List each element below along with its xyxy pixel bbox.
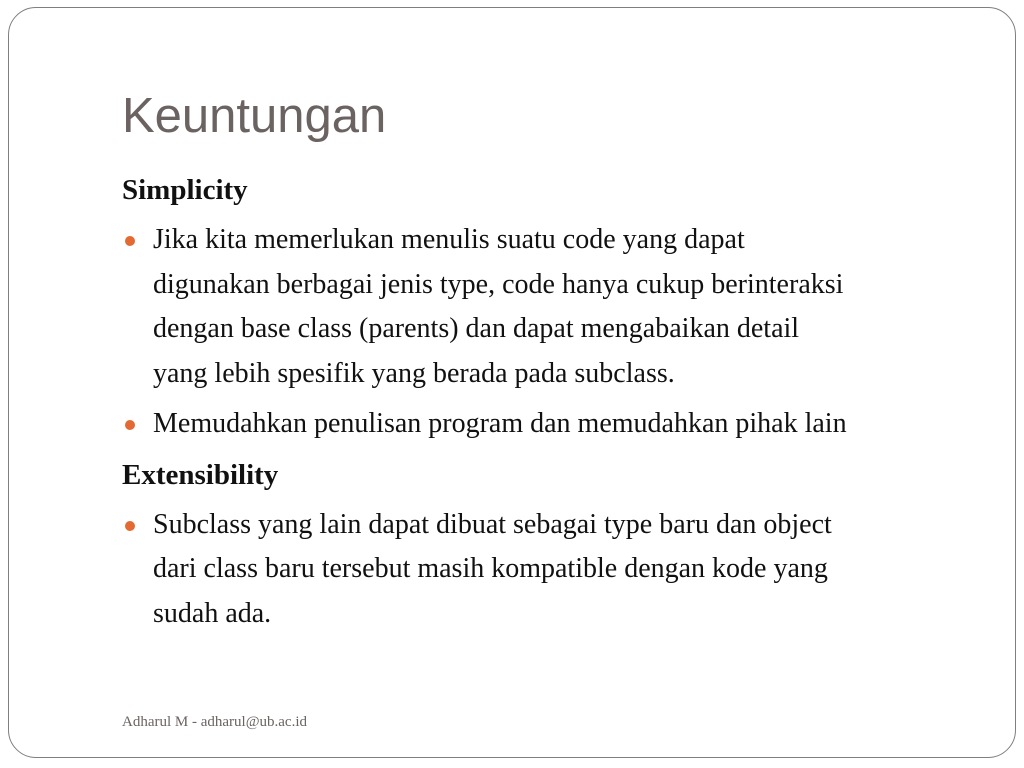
bullet-item (122, 402, 982, 447)
bullet-dot-icon (125, 236, 135, 246)
bullet-item (122, 503, 982, 637)
bullet-line: sudah ada. (153, 597, 272, 629)
bullet-dot-icon (125, 420, 135, 430)
bullet-line: dengan base class (parents) dan dapat mengabaikan detail (153, 313, 800, 344)
bullet-line: Jika kita memerlukan menulis suatu code yang dapat (153, 224, 745, 255)
bullet-line: Memudahkan penulisan program dan memudahkan pihak lain (153, 408, 847, 439)
bullet-item (122, 218, 982, 396)
bullet-list-simplicity (122, 218, 982, 447)
section-heading-extensibility: Extensibility (122, 458, 279, 491)
slide-content (122, 168, 982, 642)
bullet-line: dari class baru tersebut masih kompatible dengan kode yang (153, 553, 828, 584)
bullet-dot-icon (125, 521, 135, 531)
section-heading-simplicity: Simplicity (122, 174, 248, 206)
slide-footer: Adharul M - adharul@ub.ac.id (122, 714, 308, 730)
bullet-line: digunakan berbagai jenis type, code hanya cukup berinteraksi (153, 268, 844, 300)
slide-title: Keuntungan (122, 89, 387, 143)
bullet-line: Subclass yang lain dapat dibuat sebagai type baru dan object (153, 508, 832, 540)
bullet-list-extensibility (122, 503, 982, 637)
slide-frame (8, 7, 1016, 758)
bullet-line: yang lebih spesifik yang berada pada subclass. (153, 357, 675, 389)
